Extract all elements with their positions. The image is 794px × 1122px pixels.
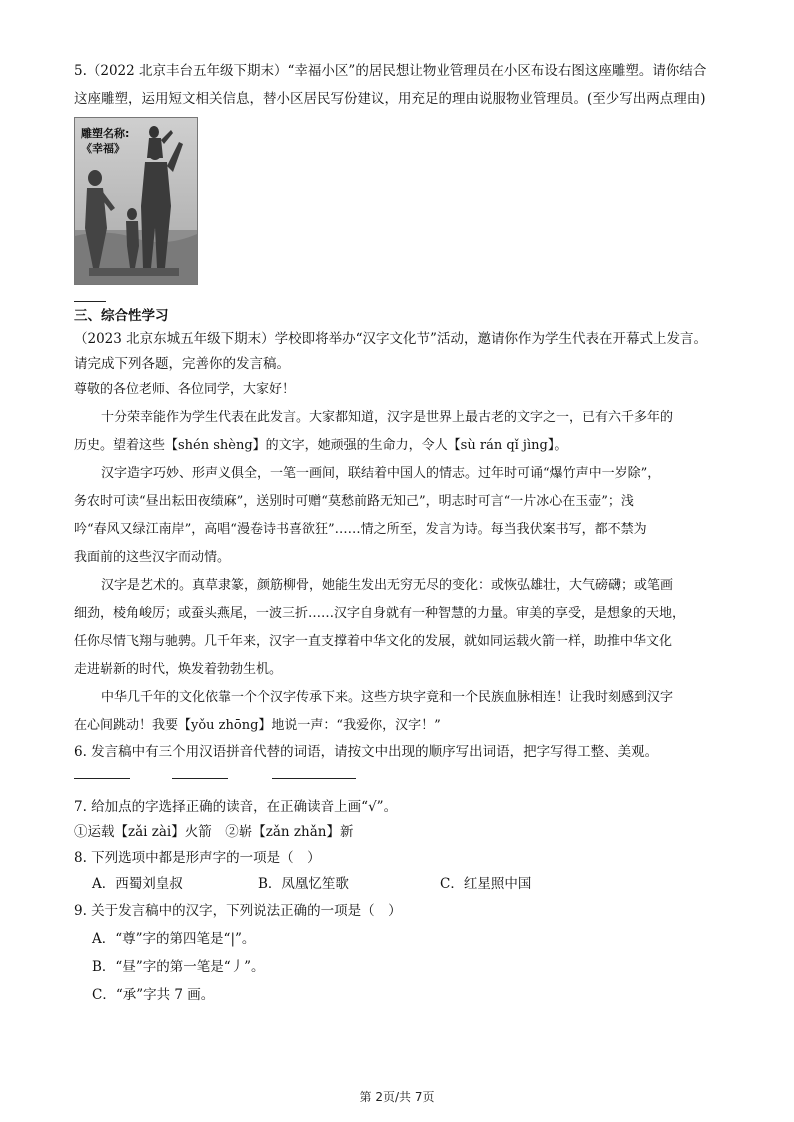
photo-caption-name: 《幸福》 [81, 142, 125, 155]
q8-option-b: B．凤凰忆笙歌 [258, 876, 349, 892]
speech-p3-line-1: 汉字是艺术的。真草隶篆，颜筋柳骨，她能生发出无穷无尽的变化：或恢弘雄壮，大气磅礴；或笔画 [101, 578, 674, 593]
sculpture-photo [74, 117, 198, 285]
q6-answer-blank-2[interactable] [172, 778, 228, 779]
speech-p2-line-2: 务农时可读“昼出耘田夜绩麻”，送别时可赠“莫愁前路无知己”，明志时可言“一片冰心在玉壶”；浅 [74, 494, 634, 509]
speech-p2-line-1: 汉字造字巧妙、形声义俱全，一笔一画间，联结着中国人的情志。过年时可诵“爆竹声中一岁除”， [101, 466, 661, 481]
section-intro-2: 请完成下列各题，完善你的发言稿。 [74, 356, 290, 372]
q8-option-c: C．红星照中国 [440, 876, 532, 892]
q7-options: ①运载【zǎi zài】火箭 ②崭【zǎn zhǎn】新 [74, 824, 354, 840]
q9-option-c: C．“承”字共 7 画。 [92, 987, 215, 1003]
speech-p4-line-1: 中华几千年的文化依靠一个个汉字传承下来。这些方块字竟和一个民族血脉相连！让我时刻感到汉字 [101, 690, 674, 705]
photo-caption [81, 126, 129, 156]
section-intro-1: （2023 北京东城五年级下期末）学校即将举办“汉字文化节”活动，邀请你作为学生代表在开幕式上发言。 [74, 331, 707, 347]
section-divider [74, 301, 106, 302]
q9-option-b: B．“昼”字的第一笔是“丿”。 [92, 959, 265, 975]
speech-p3-line-2: 细劲，棱角峻厉；或蚕头燕尾，一波三折……汉字自身就有一种智慧的力量。审美的享受，是想象的天地， [74, 606, 686, 621]
q5-line-2: 这座雕塑，运用短文相关信息，替小区居民写份建议，用充足的理由说服物业管理员。(至少写出两点理由) [74, 91, 706, 107]
section-heading: 三、综合性学习 [74, 308, 169, 324]
speech-p1-line-1: 十分荣幸能作为学生代表在此发言。大家都知道，汉字是世界上最古老的文字之一，已有六千多年的 [101, 410, 674, 425]
q6-answer-blank-1[interactable] [74, 778, 130, 779]
speech-p2-line-3: 吟“春风又绿江南岸”，高唱“漫卷诗书喜欲狂”……情之所至，发言为诗。每当我伏案书写，都不禁为 [74, 522, 647, 537]
q8-text: 8. 下列选项中都是形声字的一项是（ ） [74, 850, 321, 866]
speech-p3-line-3: 任你尽情飞翔与驰骋。几千年来，汉字一直支撑着中华文化的发展，就如同运载火箭一样，助推中华文化 [74, 634, 673, 649]
speech-p1-line-2: 历史。望着这些【shén shèng】的文字，她顽强的生命力，令人【sù rán qǐ jìng】。 [74, 438, 568, 453]
speech-greeting: 尊敬的各位老师、各位同学，大家好！ [74, 382, 296, 397]
q6-text: 6. 发言稿中有三个用汉语拼音代替的词语，请按文中出现的顺序写出词语，把字写得工整、美观。 [74, 744, 659, 760]
page-footer: 第 2页/共 7页 [359, 1090, 435, 1104]
speech-p4-line-2: 在心间跳动！我要【yǒu zhōng】地说一声：“我爱你，汉字！” [74, 718, 441, 733]
q6-answer-blank-3[interactable] [272, 778, 356, 779]
q9-option-a: A．“尊”字的第四笔是“|”。 [92, 931, 256, 947]
q7-text: 7. 给加点的字选择正确的读音，在正确读音上画“√”。 [74, 799, 398, 815]
photo-caption-label: 雕塑名称: [81, 127, 130, 140]
q5-line-1: 5.（2022 北京丰台五年级下期末）“幸福小区”的居民想让物业管理员在小区布设右图这座雕塑。请你结合 [74, 63, 707, 79]
speech-p3-line-4: 走进崭新的时代，焕发着勃勃生机。 [74, 662, 283, 677]
q8-option-a: A．西蜀刘皇叔 [92, 876, 183, 892]
speech-p2-line-4: 我面前的这些汉字而动情。 [74, 550, 231, 565]
q9-text: 9. 关于发言稿中的汉字，下列说法正确的一项是（ ） [74, 903, 402, 919]
